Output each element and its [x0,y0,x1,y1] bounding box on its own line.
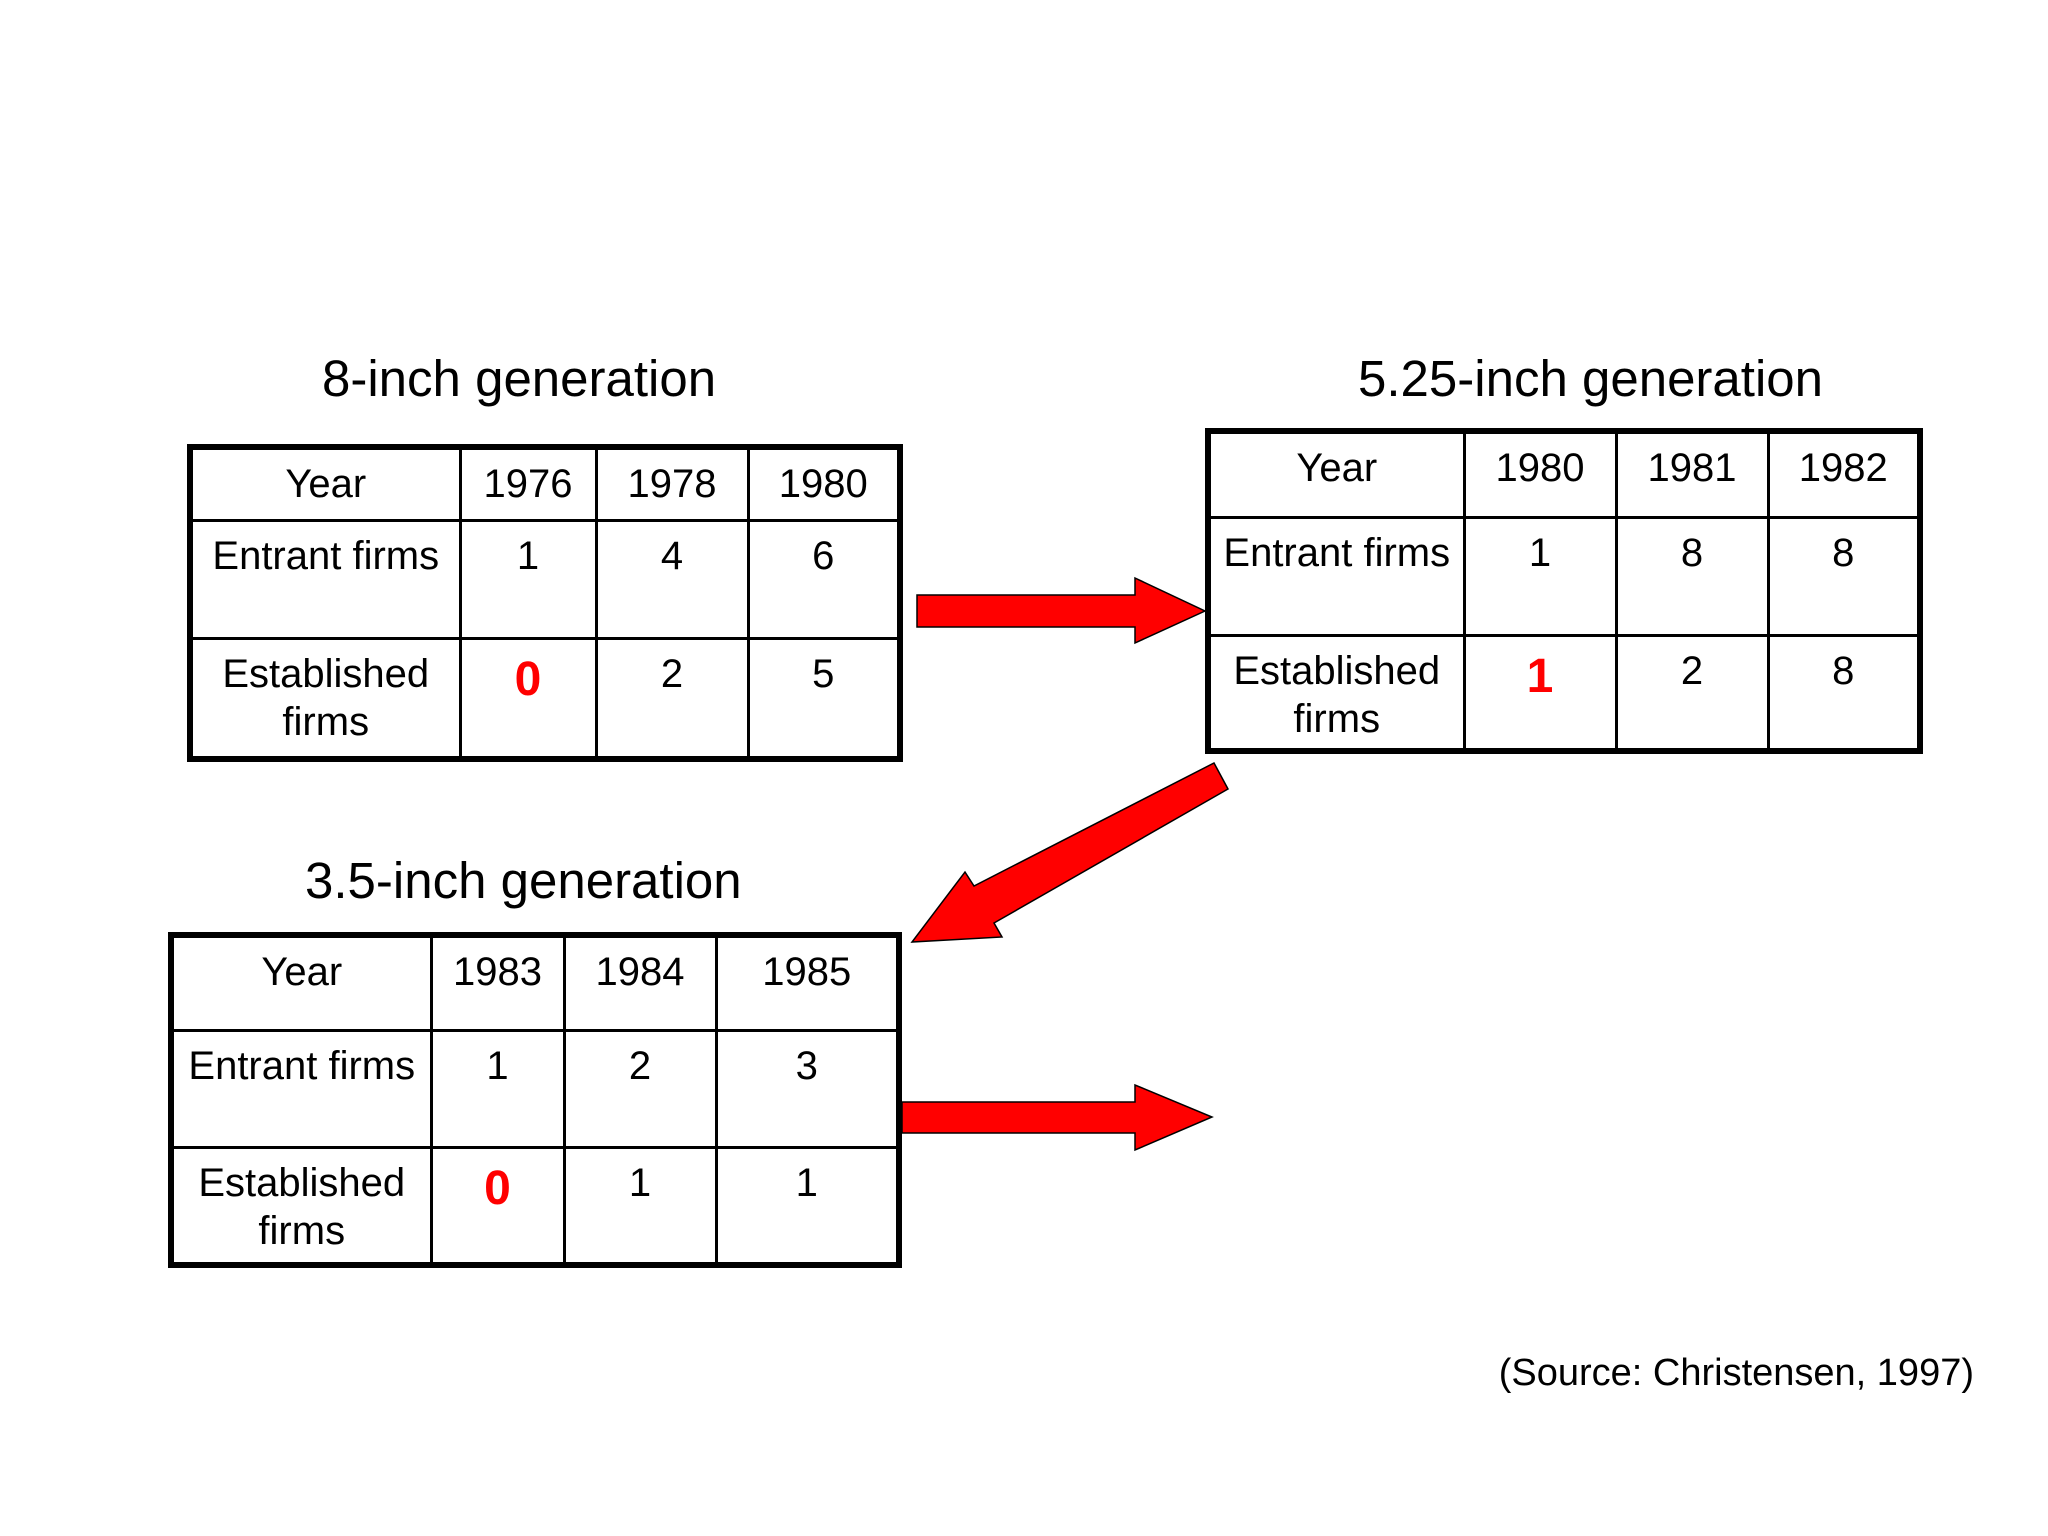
value-cell: 1 [564,1147,716,1265]
header-cell: 1985 [716,935,899,1030]
value-cell: 6 [748,520,900,638]
value-cell: 8 [1768,635,1920,751]
row-label: Established firms [171,1147,431,1265]
highlight-value: 0 [514,652,542,706]
header-cell: 1980 [1464,431,1616,517]
header-cell: 1983 [431,935,564,1030]
gen-525inch-title: 5.25-inch generation [1358,350,1824,407]
value-cell: 1 [431,1030,564,1147]
value-cell: 4 [596,520,748,638]
arrow-right-top [917,578,1205,643]
header-cell: 1978 [596,447,748,520]
value-cell: 3 [716,1030,899,1147]
arrow-down-left [912,763,1228,942]
value-cell: 2 [1616,635,1768,751]
arrow-right-bottom [902,1085,1212,1150]
header-cell: 1984 [564,935,716,1030]
header-cell: 1982 [1768,431,1920,517]
gen-8inch-title: 8-inch generation [322,350,717,407]
header-cell: 1976 [460,447,596,520]
header-cell: Year [190,447,460,520]
header-cell: Year [171,935,431,1030]
row-label: Entrant firms [1208,517,1464,635]
row-label: Entrant firms [171,1030,431,1147]
row-label: Established firms [190,638,460,759]
highlight-value: 0 [484,1161,511,1215]
value-cell: 1 [460,520,596,638]
row-label: Entrant firms [190,520,460,638]
header-cell: 1980 [748,447,900,520]
source-citation: (Source: Christensen, 1997) [1498,1352,1974,1394]
value-cell: 2 [564,1030,716,1147]
highlight-value: 1 [1526,649,1554,703]
value-cell: 1 [716,1147,899,1265]
value-cell: 2 [596,638,748,759]
header-cell: 1981 [1616,431,1768,517]
value-cell: 5 [748,638,900,759]
value-cell: 8 [1768,517,1920,635]
value-cell: 8 [1616,517,1768,635]
gen-35inch-title: 3.5-inch generation [305,852,742,909]
row-label: Established firms [1208,635,1464,751]
value-cell: 1 [1464,517,1616,635]
header-cell: Year [1208,431,1464,517]
